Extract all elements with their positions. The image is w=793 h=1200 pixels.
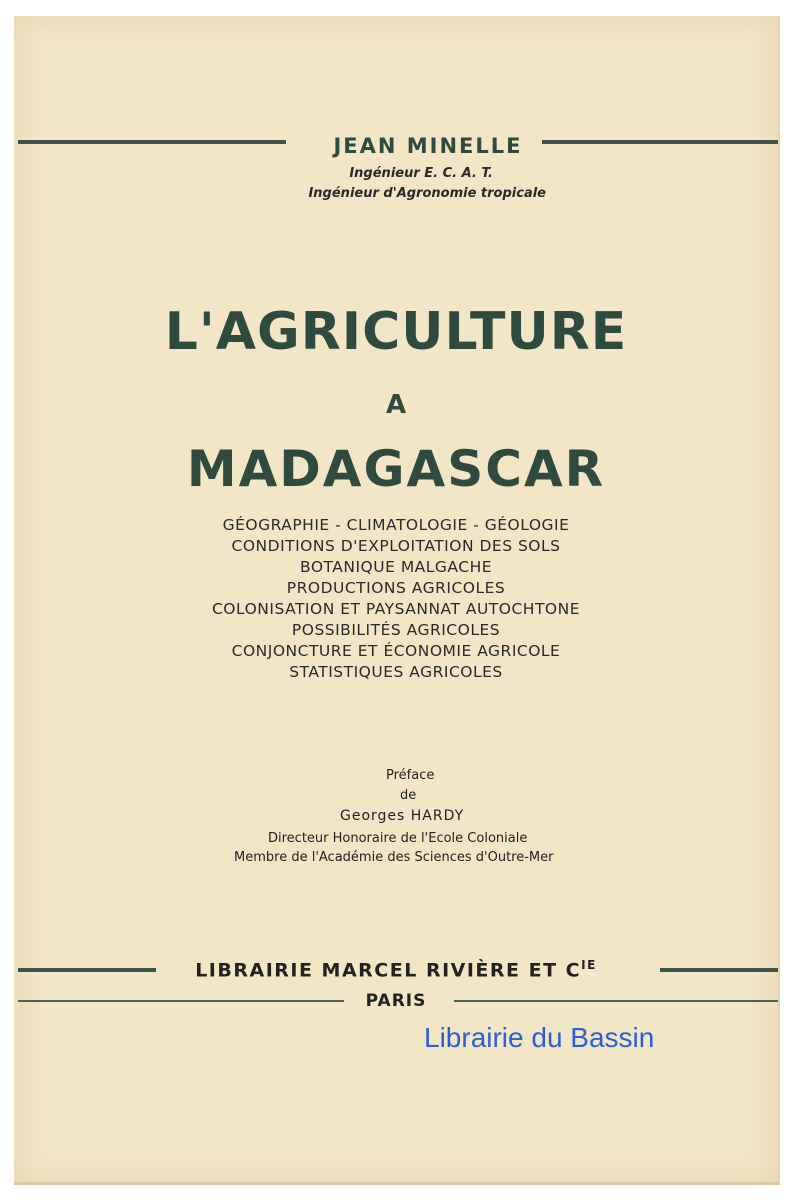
author-name: JEAN MINELLE [333,134,523,158]
preface-role-1: Directeur Honoraire de l'Ecole Coloniale [268,831,528,846]
preface-by: de [400,788,417,803]
title-line-1: L'AGRICULTURE [164,302,628,362]
topic-item: GÉOGRAPHIE - CLIMATOLOGIE - GÉOLOGIE [222,516,570,534]
topic-item: PRODUCTIONS AGRICOLES [286,579,506,597]
preface-author-name: Georges HARDY [340,808,465,824]
preface-label: Préface [386,768,435,783]
topic-item: BOTANIQUE MALGACHE [299,558,493,576]
watermark-text: Librairie du Bassin [424,1022,655,1053]
publisher-name-text: LIBRAIRIE MARCEL RIVIÈRE ET C [195,959,582,982]
topic-item: CONDITIONS D'EXPLOITATION DES SOLS [231,537,561,555]
publisher-name [14,958,778,981]
title-line-3: MADAGASCAR [186,440,606,498]
publisher-name-suffix: IE [581,958,597,972]
top-rule-right [542,140,778,144]
topic-item: STATISTIQUES AGRICOLES [289,663,503,681]
book-cover [14,16,780,1185]
top-rule-left [18,140,286,144]
topic-item: COLONISATION ET PAYSANNAT AUTOCHTONE [211,600,581,618]
topic-item: POSSIBILITÉS AGRICOLES [291,621,501,639]
topics-list [14,515,778,683]
preface-role-2: Membre de l'Académie des Sciences d'Outre-Mer [234,850,554,865]
author-credential-2: Ingénieur d'Agronomie tropicale [308,186,546,201]
publisher-city: PARIS [365,991,427,1011]
title-line-2: A [385,390,407,420]
author-credential-1: Ingénieur E. C. A. T. [349,166,493,181]
topic-item: CONJONCTURE ET ÉCONOMIE AGRICOLE [231,642,561,660]
